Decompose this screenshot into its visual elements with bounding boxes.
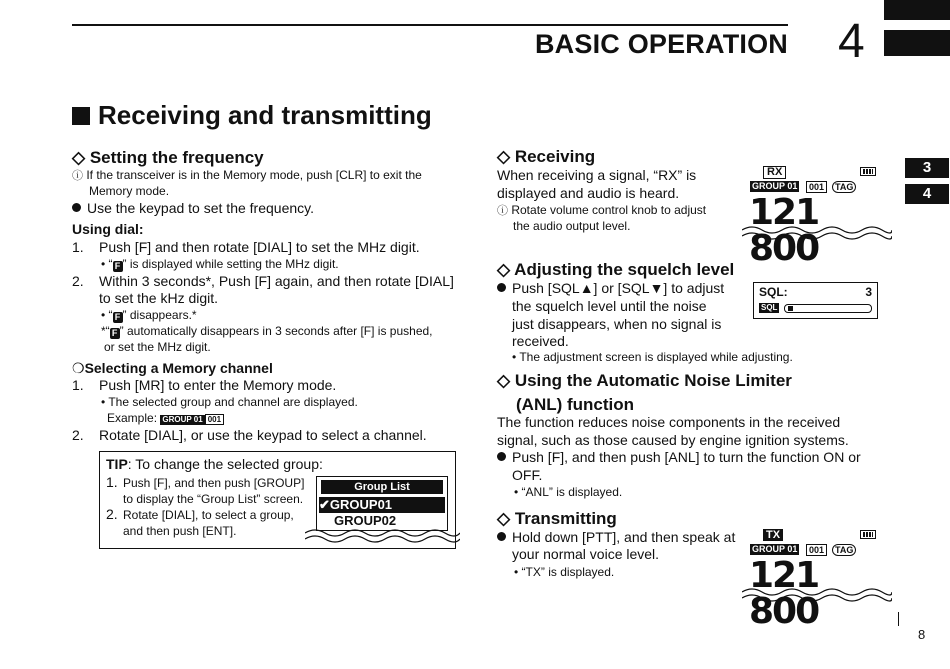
circle-icon: ❍ — [72, 360, 85, 376]
tx-mode-label: TX — [763, 529, 783, 541]
section-title: Receiving and transmitting — [72, 100, 432, 131]
memory-channel-heading: ❍Selecting a Memory channel — [72, 360, 273, 376]
diamond-icon: ◇ — [72, 148, 86, 167]
transmitting-line1: Hold down [PTT], and then speak at — [497, 529, 735, 546]
squelch-line4: received. — [512, 333, 569, 349]
setting-frequency-heading: ◇ Setting the frequency — [72, 148, 264, 167]
sql-icon: SQL — [761, 303, 778, 312]
tx-tag-label: TAG — [832, 544, 856, 556]
receiving-heading: ◇ Receiving — [497, 147, 596, 166]
squelch-heading: ◇ Adjusting the squelch level — [497, 260, 735, 279]
anl-bullet-line2: OFF. — [512, 467, 543, 483]
rx-group-label: GROUP 01 — [752, 181, 798, 191]
squelch-sub: • The adjustment screen is displayed while adjusting. — [512, 350, 793, 364]
receiving-note2: the audio output level. — [513, 219, 631, 233]
dial-step2-sub: • “ F ” disappears.* — [101, 308, 197, 322]
transmitting-line2: your normal voice level. — [512, 546, 660, 562]
dial-step2-number: 2. — [72, 273, 84, 289]
group-list-item-selected[interactable]: ✔GROUP01 — [319, 497, 445, 513]
chapter-tab-bar-top — [884, 0, 950, 20]
memory-step2: Rotate [DIAL], or use the keypad to select a channel. — [99, 427, 427, 443]
f-key-icon: F — [110, 328, 120, 339]
tip-step2-line2: and then push [ENT]. — [123, 524, 237, 538]
diamond-icon: ◇ — [497, 509, 511, 528]
bullet-icon — [497, 532, 506, 541]
anl-line2: signal, such as those caused by engine ignition systems. — [497, 432, 849, 448]
dial-step1-number: 1. — [72, 239, 84, 255]
sql-value: 3 — [865, 285, 872, 299]
receiving-line2: displayed and audio is heard. — [497, 185, 680, 201]
group-list-display — [316, 476, 448, 531]
rx-channel-label: 001 — [806, 181, 827, 193]
memory-step2-number: 2. — [72, 427, 84, 443]
bullet-icon — [497, 283, 506, 292]
anl-bullet-line1: Push [F], and then push [ANL] to turn the function ON or — [497, 449, 861, 466]
note-clr: ⓘ If the transceiver is in the Memory mode, push [CLR] to exit the — [72, 168, 422, 182]
anl-sub: • “ANL” is displayed. — [514, 485, 623, 499]
sql-level-slider[interactable] — [784, 304, 872, 313]
page-number: 8 — [918, 627, 926, 642]
chapter-number: 4 — [838, 15, 865, 68]
example-group-label: GROUP 01 — [162, 415, 203, 424]
footer-rule — [898, 612, 899, 626]
memory-step1-number: 1. — [72, 377, 84, 393]
tx-wave-decoration — [742, 586, 892, 604]
bullet-icon — [497, 452, 506, 461]
chapter-tab-bar-bottom — [884, 30, 950, 56]
header-rule — [72, 24, 788, 26]
rx-tag-label: TAG — [832, 181, 856, 193]
tip-step2-line1: Rotate [DIAL], to select a group, — [123, 508, 294, 522]
tip-step1-line2: to display the “Group List” screen. — [123, 492, 304, 506]
info-icon: ⓘ — [72, 170, 83, 182]
diamond-icon: ◇ — [497, 147, 511, 166]
squelch-line3: just disappears, when no signal is — [512, 316, 722, 332]
keypad-bullet: Use the keypad to set the frequency. — [72, 200, 314, 217]
example-channel-label: 001 — [205, 414, 224, 425]
dial-step1-sub: • “ F ” is displayed while setting the MHz digit. — [101, 257, 339, 271]
dial-step2-line1: Within 3 seconds*, Push [F] again, and then rotate [DIAL] — [99, 273, 454, 289]
group-list-item[interactable]: GROUP02 — [334, 513, 397, 528]
side-tab-4[interactable]: 4 — [905, 184, 949, 204]
memory-step1-sub: • The selected group and channel are displayed. — [101, 395, 358, 409]
battery-icon — [860, 167, 876, 176]
f-key-icon: F — [113, 261, 123, 272]
tip-step1-line1: Push [F], and then push [GROUP] — [123, 476, 305, 490]
diamond-icon: ◇ — [497, 260, 511, 279]
check-icon: ✔ — [319, 497, 330, 512]
tx-channel-label: 001 — [806, 544, 827, 556]
rx-frequency: 121 800 — [749, 192, 819, 269]
transmitting-sub: • “TX” is displayed. — [514, 565, 615, 579]
tx-group-label: GROUP 01 — [752, 544, 798, 554]
battery-icon — [860, 530, 876, 539]
receiving-note1: ⓘ Rotate volume control knob to adjust — [497, 203, 707, 217]
diamond-icon: ◇ — [497, 371, 511, 390]
note-clr-line2: Memory mode. — [89, 184, 170, 198]
tip-step1-number: 1. — [106, 474, 118, 490]
square-icon — [72, 107, 90, 125]
info-icon: ⓘ — [497, 205, 508, 217]
chapter-title: BASIC OPERATION — [534, 29, 788, 59]
bullet-icon — [72, 203, 81, 212]
dial-step1: Push [F] and then rotate [DIAL] to set the MHz digit. — [99, 239, 420, 255]
group-list-title-bar: Group List — [321, 480, 443, 494]
rx-mode-label: RX — [763, 166, 786, 179]
memory-step1: Push [MR] to enter the Memory mode. — [99, 377, 337, 393]
dial-step2-line2: to set the kHz digit. — [99, 290, 219, 306]
anl-heading-line2: (ANL) function — [516, 395, 635, 414]
group-list-wave-decoration — [305, 527, 460, 543]
dial-step2-note: *“ F ” automatically disappears in 3 seconds after [F] is pushed, — [101, 324, 433, 338]
tx-frequency: 121 800 — [749, 555, 819, 632]
squelch-line2: the squelch level until the noise — [512, 298, 707, 314]
sql-display — [753, 282, 878, 319]
using-dial-heading: Using dial: — [72, 221, 144, 237]
dial-step2-note-line2: or set the MHz digit. — [104, 340, 211, 354]
f-key-icon: F — [113, 312, 123, 323]
anl-line1: The function reduces noise components in the received — [497, 414, 841, 430]
transmitting-heading: ◇ Transmitting — [497, 509, 617, 528]
sql-label: SQL: — [759, 285, 788, 299]
rx-wave-decoration — [742, 224, 892, 242]
receiving-line1: When receiving a signal, “RX” is — [497, 167, 697, 183]
squelch-line1: Push [SQL▲] or [SQL▼] to adjust — [497, 280, 724, 297]
anl-heading-line1: ◇ Using the Automatic Noise Limiter — [497, 371, 792, 390]
tip-step2-number: 2. — [106, 506, 118, 522]
side-tab-3[interactable]: 3 — [905, 158, 949, 178]
memory-example: Example: GROUP 01 001 — [107, 410, 224, 426]
tip-title: TIP: To change the selected group: — [106, 456, 323, 472]
